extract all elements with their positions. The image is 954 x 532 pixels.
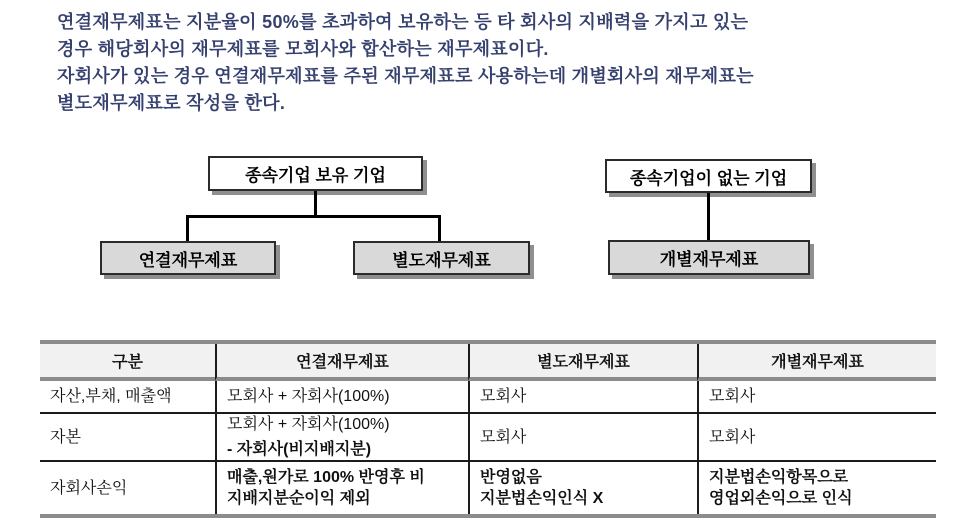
connector-line — [186, 215, 189, 241]
cell-text: 자회사손익 — [50, 479, 128, 497]
box-company-without-subsidiaries: 종속기업이 없는 기업 — [605, 159, 812, 193]
connector-line — [707, 193, 710, 240]
intro-line-3: 자회사가 있는 경우 연결재무제표를 주된 재무제표로 사용하는데 개별회사의 재무제표는 — [57, 66, 754, 86]
header-separate: 별도재무제표 — [468, 344, 697, 381]
cell-text: 모회사 — [480, 388, 527, 405]
box-individual-statements: 개별재무제표 — [608, 240, 810, 275]
cell-text: 지분법손익항목으로 — [709, 469, 849, 486]
intro-line-1: 연결재무제표는 지분율이 50%를 초과하여 보유하는 등 타 회사의 지배력을 가지고 있는 — [57, 12, 749, 32]
cell-text: 자본 — [50, 428, 81, 446]
box-consolidated-statements: 연결재무제표 — [100, 241, 276, 275]
cell-text: 매출,원가로 100% 반영후 비 — [227, 469, 425, 486]
header-individual: 개별재무제표 — [697, 344, 936, 381]
header-category: 구분 — [40, 344, 215, 381]
intro-line-4: 별도재무제표로 작성을 한다. — [57, 93, 286, 113]
row-subsidiary-pl-individual — [697, 460, 936, 514]
row-subsidiary-pl-separate — [468, 460, 697, 514]
cell-text: 지배지분순이익 제외 — [227, 490, 371, 507]
row-subsidiary-pl-category — [40, 460, 215, 514]
intro-line-2: 경우 해당회사의 재무제표를 모회사와 합산하는 재무제표이다. — [57, 39, 549, 59]
cell-text: 지분법손익인식 X — [480, 490, 604, 507]
cell-text: 모회사 — [709, 428, 756, 446]
cell-text: 모회사 + 자회사(100%) — [227, 416, 390, 433]
row-capital-individual — [697, 412, 936, 460]
row-capital-separate — [468, 412, 697, 460]
box-separate-statements: 별도재무제표 — [353, 241, 530, 275]
row-subsidiary-pl-consolidated — [215, 460, 468, 514]
box-company-with-subsidiaries: 종속기업 보유 기업 — [208, 156, 423, 191]
cell-text: 모회사 — [709, 388, 756, 405]
cell-text: 영업외손익으로 인식 — [709, 490, 853, 507]
cell-text: 모회사 — [480, 428, 527, 446]
row-capital-category — [40, 412, 215, 460]
comparison-table — [40, 340, 936, 518]
row-capital-consolidated — [215, 412, 468, 460]
header-consolidated: 연결재무제표 — [215, 344, 468, 381]
connector-line — [314, 191, 317, 217]
row-assets-individual — [697, 381, 936, 412]
connector-line — [186, 215, 441, 218]
cell-text: 모회사 + 자회사(100%) — [227, 388, 390, 405]
row-assets-separate — [468, 381, 697, 412]
connector-line — [438, 215, 441, 241]
cell-text: 자산,부채, 매출액 — [50, 388, 172, 405]
row-assets-consolidated — [215, 381, 468, 412]
cell-text: 반영없음 — [480, 469, 542, 486]
cell-text: - 자회사(비지배지분) — [227, 441, 372, 458]
row-assets-category — [40, 381, 215, 412]
